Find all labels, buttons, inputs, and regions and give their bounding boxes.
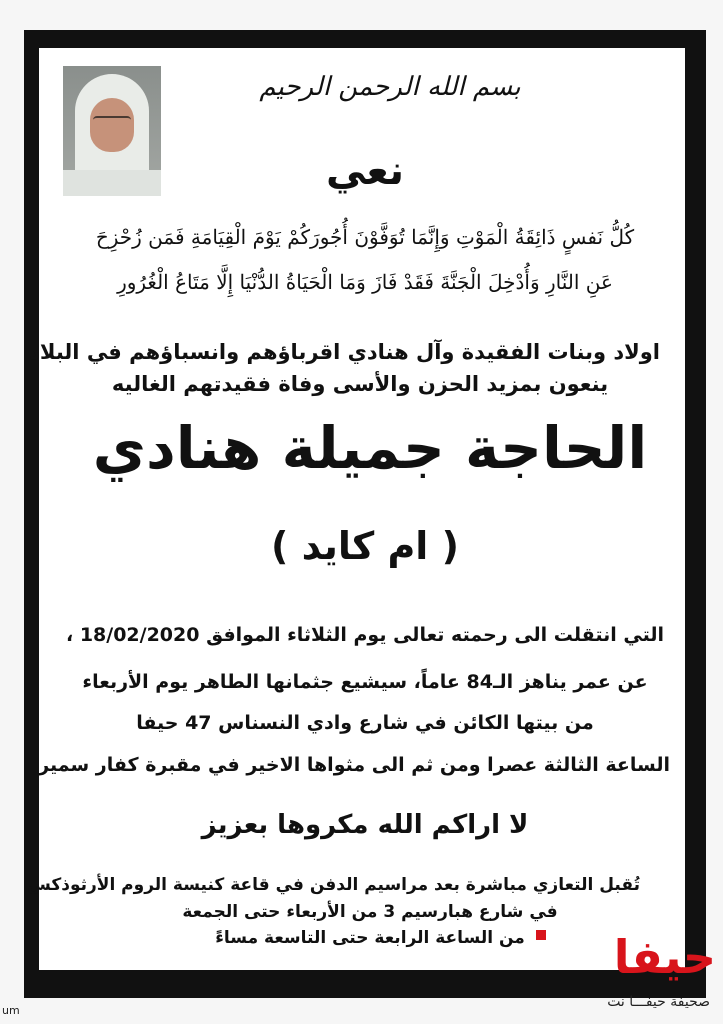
watermark-tagline: صحيفة حيفـــا نت bbox=[607, 994, 710, 1010]
family-line-2: ينعون بمزيد الحزن والأسى وفاة فقيدتهم الغاليه bbox=[111, 372, 609, 396]
quran-verse-line-1: كُلُّ نَفسٍ ذَائِقَةُ الْمَوْتِ وَإِنَّمَا تُوَفَّوْنَ أُجُورَكُمْ يَوْمَ الْقِيَامَةِ فَمَن زُحْزِحَ bbox=[95, 225, 635, 249]
cropped-text: um bbox=[2, 1004, 20, 1017]
details-line-2: عن عمر يناهز الـ84 عاماً، سيشيع جثمانها الطاهر يوم الأربعاء bbox=[82, 671, 648, 693]
details-line-3: من بيتها الكائن في شارع وادي النسناس 47 حيفا bbox=[136, 712, 594, 734]
portrait-photo bbox=[63, 66, 161, 196]
deceased-name: الحاجة جميلة هنادي bbox=[92, 414, 648, 482]
family-line-1: اولاد وبنات الفقيدة وآل هنادي اقرباؤهم وانسباؤهم في البلاد bbox=[29, 340, 660, 364]
details-line-1: التي انتقلت الى رحمته تعالى يوم الثلاثاء الموافق 18/02/2020 ، bbox=[65, 624, 664, 646]
watermark-logo: حيفا bbox=[613, 930, 716, 984]
condolence-line-3: من الساعة الرابعة حتى التاسعة مساءً bbox=[215, 928, 525, 948]
deceased-nickname: ( ام كايد ) bbox=[271, 524, 459, 568]
quran-verse-line-2: عَنِ النَّارِ وَأُدْخِلَ الْجَنَّةَ فَقَدْ فَازَ وَمَا الْحَيَاةُ الدُّنْيَا إِلَّا مَتَاعُ الْغُرُورِ bbox=[117, 270, 613, 294]
basmala: بسم الله الرحمن الرحيم bbox=[259, 72, 521, 102]
notice-title: نعي bbox=[325, 148, 405, 194]
condolence-line-2: في شارع هبارسيم 3 من الأربعاء حتى الجمعة bbox=[182, 902, 558, 922]
closing-phrase: لا اراكم الله مكروها بعزيز bbox=[201, 810, 529, 840]
condolence-line-1: تُقبل التعازي مباشرة بعد مراسيم الدفن في قاعة كنيسة الروم الأرثوذكس bbox=[27, 875, 640, 895]
details-line-4: الساعة الثالثة عصرا ومن ثم الى مثواها الاخير في مقبرة كفار سمير bbox=[38, 754, 670, 776]
